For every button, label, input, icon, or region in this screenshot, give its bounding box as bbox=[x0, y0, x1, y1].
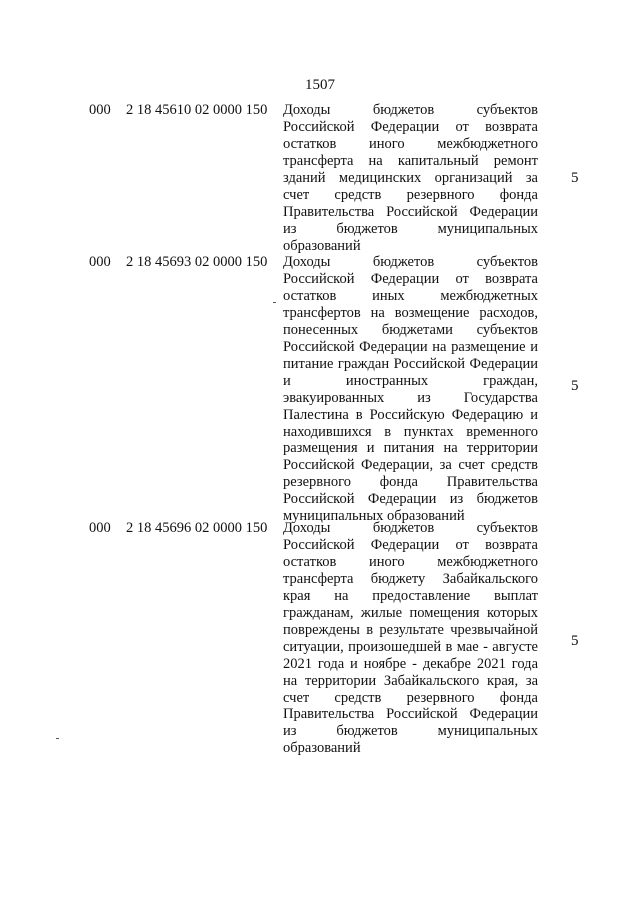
description-line: муниципальных образований bbox=[283, 508, 465, 525]
description-line: края на предоставление выплат bbox=[283, 587, 538, 604]
description-line: резервного фонда Правительства bbox=[283, 474, 538, 491]
distribution-norm: 5 bbox=[571, 633, 579, 649]
description-line: зданий медицинских организаций за bbox=[283, 169, 538, 186]
description-line: остатков иного межбюджетного bbox=[283, 553, 538, 570]
description-line: счет средств резервного фонда bbox=[283, 186, 538, 203]
description-line: Российской Федерации из бюджетов bbox=[283, 491, 538, 508]
admin-code: 000 bbox=[89, 102, 111, 118]
description-line: остатков иных межбюджетных bbox=[283, 287, 538, 304]
description-line: счет средств резервного фонда bbox=[283, 689, 538, 706]
description-line: Российской Федерации на размещение и bbox=[283, 338, 538, 355]
description-line: трансфертов на возмещение расходов, bbox=[283, 304, 538, 321]
description-line: образований bbox=[283, 740, 361, 757]
admin-code: 000 bbox=[89, 254, 111, 270]
description-line: из бюджетов муниципальных bbox=[283, 220, 538, 237]
distribution-norm: 5 bbox=[571, 378, 579, 394]
description-line: Российской Федерации от возврата bbox=[283, 536, 538, 553]
revenue-description bbox=[283, 254, 538, 525]
description-line: Правительства Российской Федерации bbox=[283, 706, 538, 723]
description-line: Доходы бюджетов субъектов bbox=[283, 254, 538, 270]
page-number: 1507 bbox=[305, 77, 335, 93]
revenue-description bbox=[283, 102, 538, 255]
scan-speck bbox=[273, 302, 276, 303]
scan-speck bbox=[56, 738, 59, 739]
description-line: ситуации, произошедшей в мае - августе bbox=[283, 638, 538, 655]
kbk-code: 2 18 45696 02 0000 150 bbox=[126, 520, 268, 536]
kbk-code: 2 18 45693 02 0000 150 bbox=[126, 254, 268, 270]
description-line: трансферта на капитальный ремонт bbox=[283, 152, 538, 169]
description-line: питание граждан Российской Федерации bbox=[283, 355, 538, 372]
description-line: Палестина в Российскую Федерацию и bbox=[283, 406, 538, 423]
description-line: Российской Федерации от возврата bbox=[283, 118, 538, 135]
description-line: гражданам, жилые помещения которых bbox=[283, 604, 538, 621]
kbk-code: 2 18 45610 02 0000 150 bbox=[126, 102, 268, 118]
description-line: трансферта бюджету Забайкальского bbox=[283, 570, 538, 587]
description-line: 2021 года и ноябре - декабре 2021 года bbox=[283, 655, 538, 672]
description-line: образований bbox=[283, 237, 361, 254]
description-line: остатков иного межбюджетного bbox=[283, 135, 538, 152]
description-line: находившихся в пунктах временного bbox=[283, 423, 538, 440]
description-line: Российской Федерации от возврата bbox=[283, 270, 538, 287]
distribution-norm: 5 bbox=[571, 170, 579, 186]
revenue-description bbox=[283, 520, 538, 757]
description-line: Доходы бюджетов субъектов bbox=[283, 102, 538, 118]
description-line: Российской Федерации, за счет средств bbox=[283, 457, 538, 474]
description-line: из бюджетов муниципальных bbox=[283, 723, 538, 740]
admin-code: 000 bbox=[89, 520, 111, 536]
description-line: понесенных бюджетами субъектов bbox=[283, 321, 538, 338]
description-line: повреждены в результате чрезвычайной bbox=[283, 621, 538, 638]
description-line: эвакуированных из Государства bbox=[283, 389, 538, 406]
description-line: и иностранных граждан, bbox=[283, 372, 538, 389]
description-line: Правительства Российской Федерации bbox=[283, 203, 538, 220]
description-line: размещения и питания на территории bbox=[283, 440, 538, 457]
description-line: Доходы бюджетов субъектов bbox=[283, 520, 538, 536]
description-line: на территории Забайкальского края, за bbox=[283, 672, 538, 689]
